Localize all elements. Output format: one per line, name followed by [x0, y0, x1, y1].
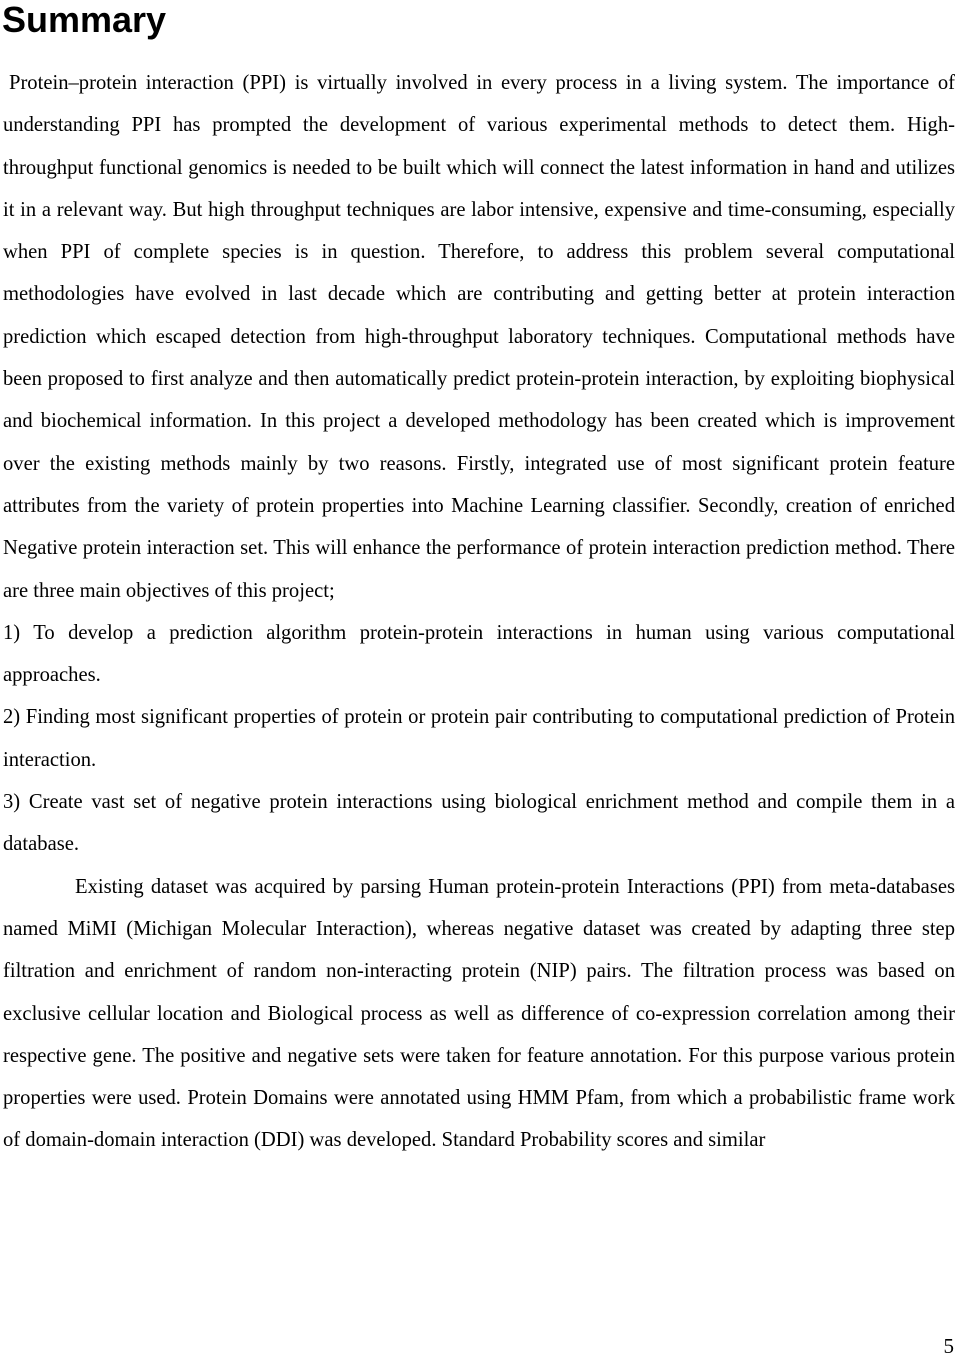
intro-paragraph: Protein–protein interaction (PPI) is virtually involved in every process in a living system. The importance of understanding PPI has prompted the development of various experimental methods to detect them. High-throughput functional genomics is needed to be built which will connect the latest information in hand and utilizes it in a relevant way. But high throughput techniques are labor intensive, expensive and time-consuming, especially when PPI of complete species is in question. Therefore, to address this problem several computational methodologies have evolved in last decade which are contributing and getting better at protein interaction prediction which escaped detection from high-throughput laboratory techniques. Computational methods have been proposed to first analyze and then automatically predict protein-protein interaction, by exploiting biophysical and biochemical information. In this project a developed methodology has been created which is improvement over the existing methods mainly by two reasons. Firstly, integrated use of most significant protein feature attributes from the variety of protein properties into Machine Learning classifier. Secondly, creation of enriched Negative protein interaction set. This will enhance the performance of protein interaction prediction method. There are three main objectives of this project;	[3, 72, 955, 602]
section-heading: Summary	[2, 0, 167, 40]
body-text	[3, 62, 955, 1162]
objective-3: 3) Create vast set of negative protein interactions using biological enrichment method and compile them in a database.	[3, 791, 955, 856]
objective-1: 1) To develop a prediction algorithm protein-protein interactions in human using various computational approaches.	[3, 621, 955, 687]
page-number: 5	[943, 1334, 954, 1358]
objective-2: 2) Finding most significant properties of protein or protein pair contributing to computational prediction of Protein interaction.	[3, 706, 955, 771]
methods-paragraph: Existing dataset was acquired by parsing Human protein-protein Interactions (PPI) from meta-databases named MiMI (Michigan Molecular Interaction), whereas negative dataset was created by adapting three step filtration and enrichment of random non-interacting protein (NIP) pairs. The filtration process was based on exclusive cellular location and Biological process as well as difference of co-expression correlation among their respective gene. The positive and negative sets were taken for feature annotation. For this purpose various protein properties were used. Protein Domains were annotated using HMM Pfam, from which a probabilistic frame work of domain-domain interaction (DDI) was developed. Standard Probability scores and similar	[3, 875, 955, 1152]
